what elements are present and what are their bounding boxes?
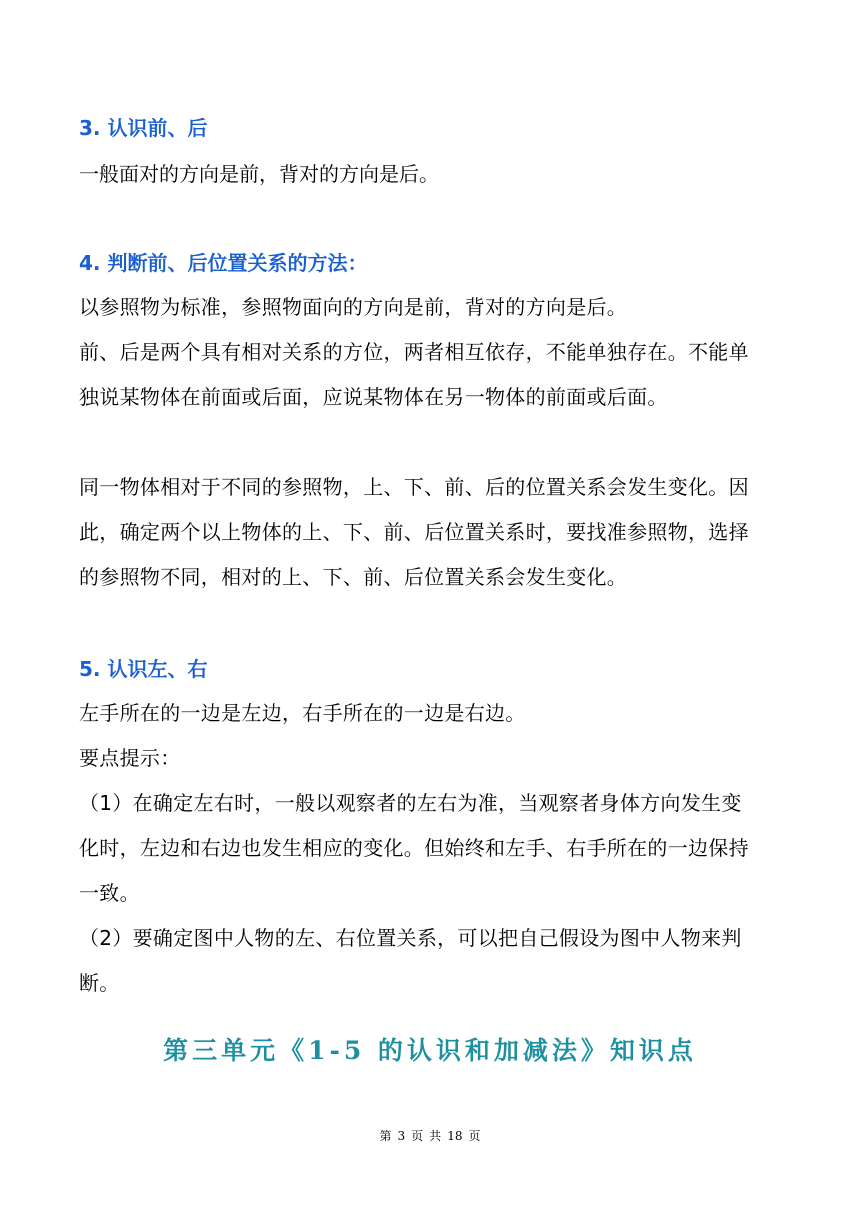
section-5-line: （2）要确定图中人物的左、右位置关系，可以把自己假设为图中人物来判 (79, 926, 742, 950)
footer-suffix: 页 (468, 1129, 481, 1143)
section-4-line: 前、后是两个具有相对关系的方位，两者相互依存，不能单独存在。不能单 (79, 340, 749, 364)
note-line: 的参照物不同，相对的上、下、前、后位置关系会发生变化。 (79, 565, 628, 589)
section-5-line: 化时，左边和右边也发生相应的变化。但始终和左手、右手所在的一边保持 (79, 836, 749, 860)
section-5-heading: 5. 认识左、右 (79, 657, 208, 681)
section-3-text: 一般面对的方向是前，背对的方向是后。 (79, 162, 439, 186)
note-paragraph (79, 465, 789, 600)
section-5-line: （1）在确定左右时，一般以观察者的左右为准，当观察者身体方向发生变 (79, 791, 742, 815)
section-5-line: 要点提示： (79, 746, 181, 770)
note-line: 此，确定两个以上物体的上、下、前、后位置关系时，要找准参照物，选择 (79, 520, 749, 544)
section-3-heading: 3. 认识前、后 (79, 116, 208, 140)
footer-total-word: 共 (429, 1129, 442, 1143)
footer-prefix: 第 (379, 1129, 392, 1143)
section-4-heading: 4. 判断前、后位置关系的方法： (79, 251, 368, 275)
section-5-line: 一致。 (79, 881, 140, 905)
section-4-body (79, 285, 789, 420)
page-footer (0, 1127, 860, 1145)
footer-page-number: 3 (397, 1129, 406, 1143)
section-4-line: 以参照物为标准，参照物面向的方向是前，背对的方向是后。 (79, 295, 628, 319)
section-5-line: 左手所在的一边是左边，右手所在的一边是右边。 (79, 701, 526, 725)
section-5-body (79, 691, 789, 1006)
footer-page-word: 页 (411, 1129, 424, 1143)
unit-title: 第三单元《1-5 的认识和加减法》知识点 (163, 1036, 697, 1065)
section-5-line: 断。 (79, 971, 120, 995)
note-line: 同一物体相对于不同的参照物，上、下、前、后的位置关系会发生变化。因 (79, 475, 749, 499)
footer-total-pages: 18 (447, 1129, 463, 1143)
section-4-line: 独说某物体在前面或后面，应说某物体在另一物体的前面或后面。 (79, 385, 668, 409)
